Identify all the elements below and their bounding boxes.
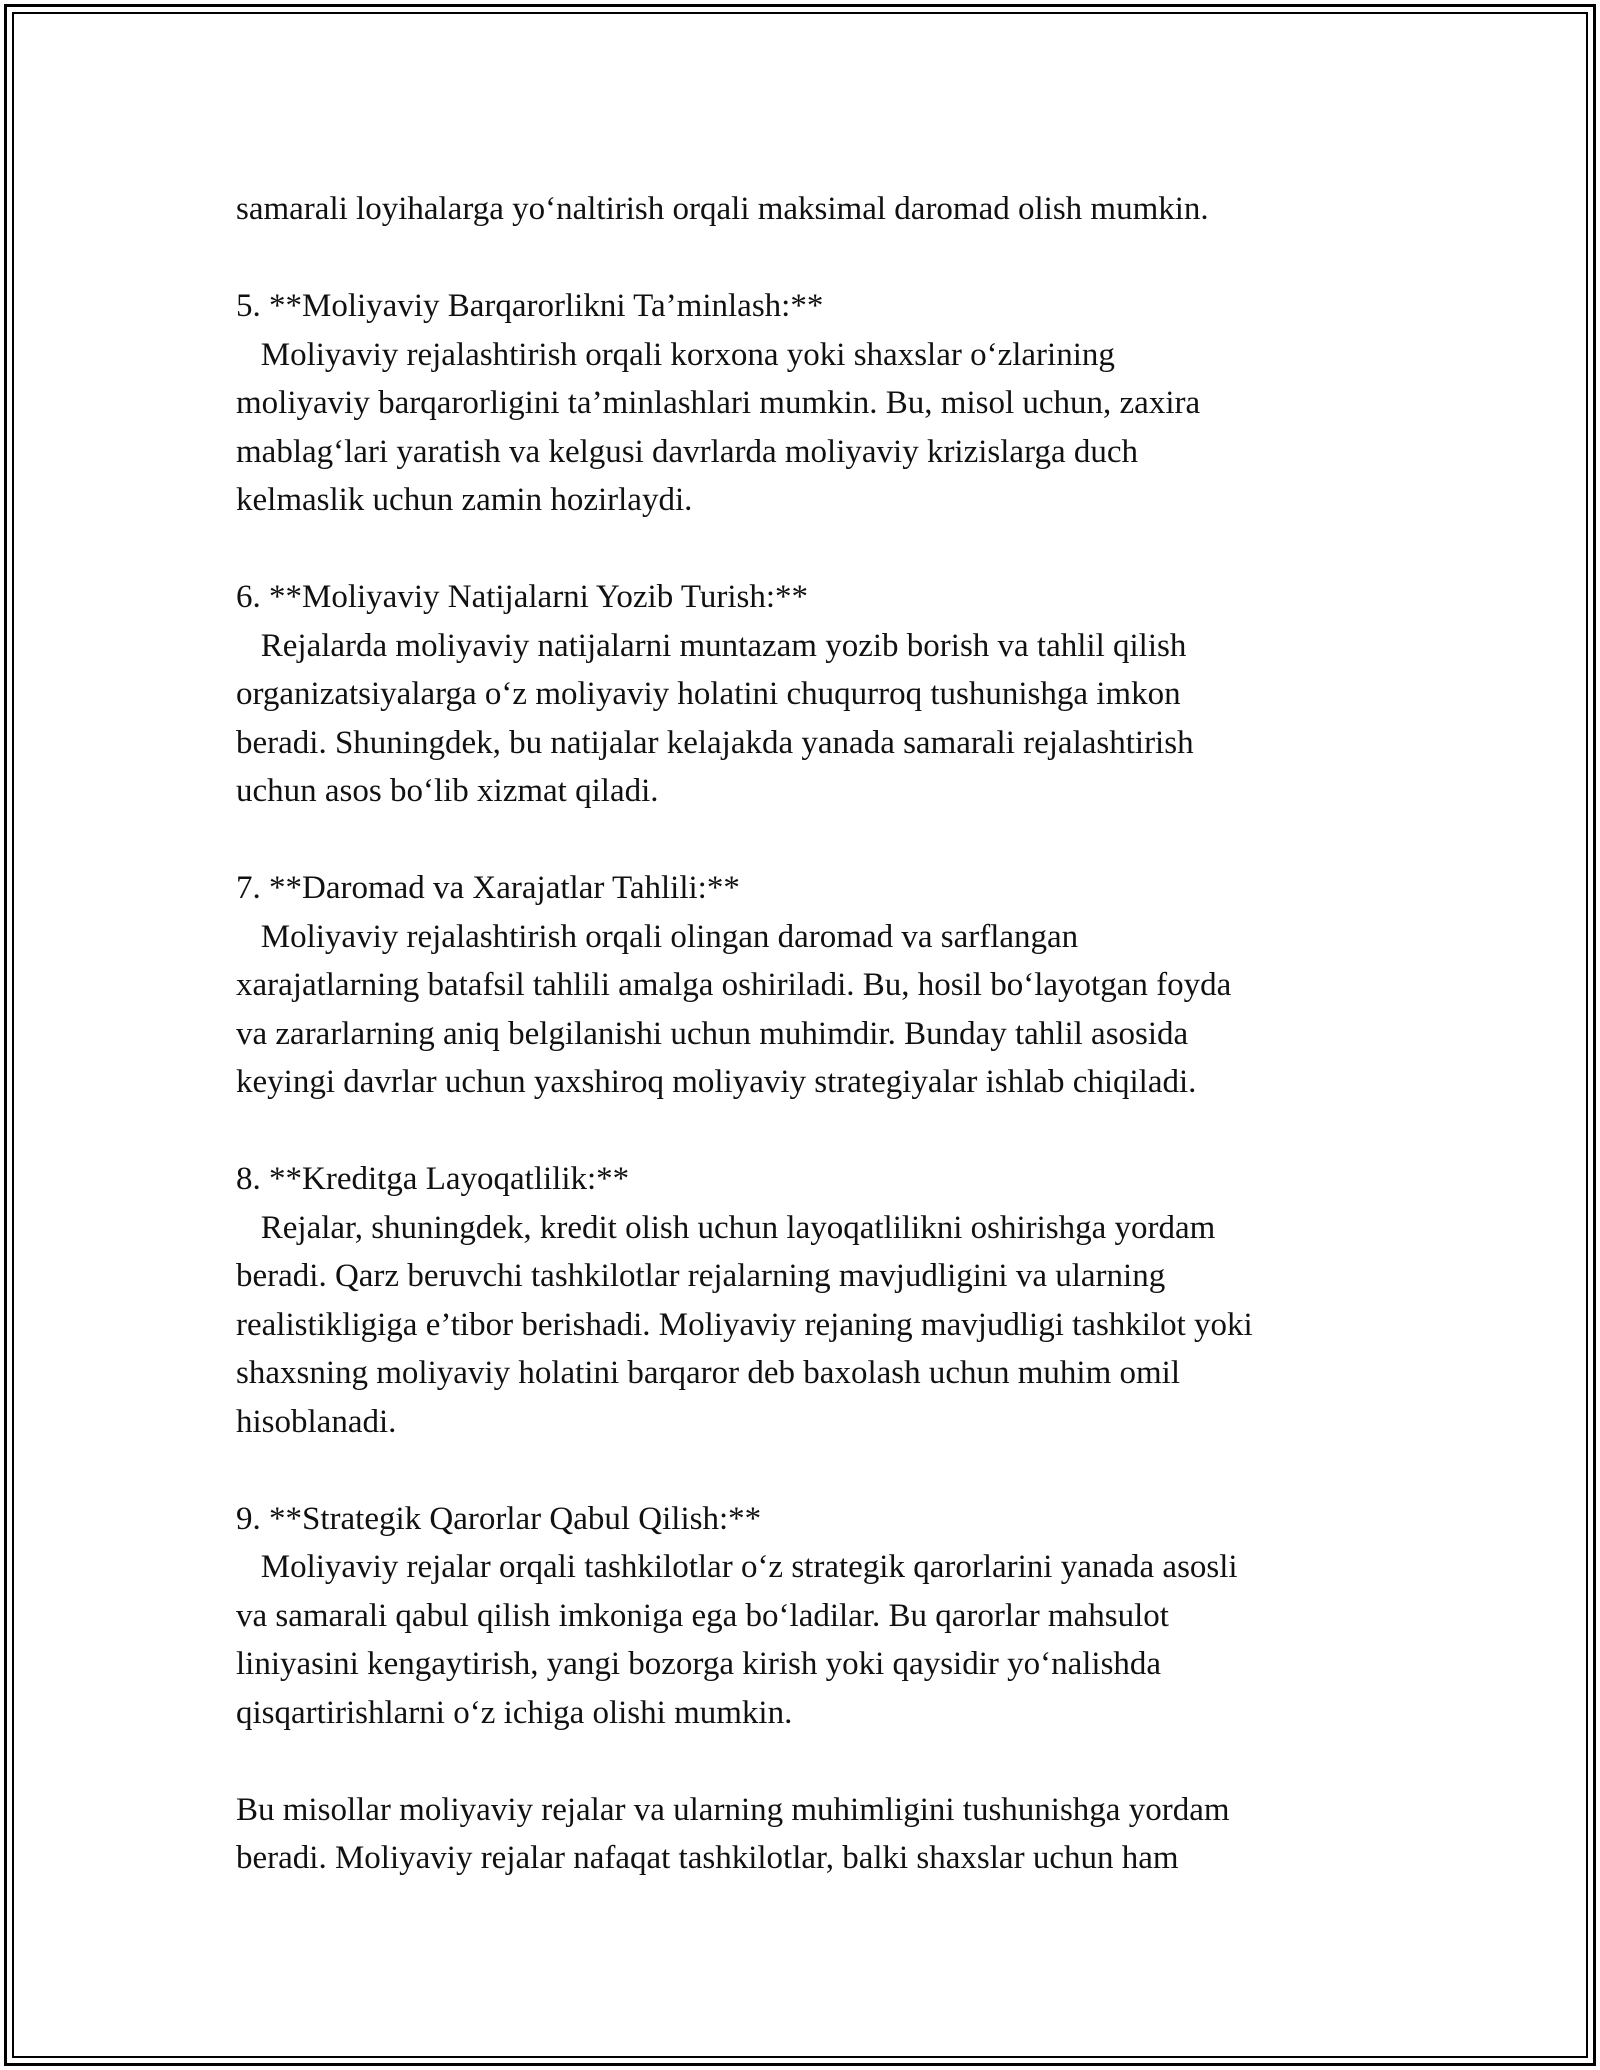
text-line: realistikligiga e’tibor berishadi. Moliyaviy rejaning mavjudligi tashkilot yoki [236,1306,1253,1343]
item-heading: 9. **Strategik Qarorlar Qabul Qilish:** [236,1500,762,1537]
paragraph-gap [236,1737,1406,1786]
text-line: va zararlarning aniq belgilanishi uchun muhimdir. Bunday tahlil asosida [236,1015,1189,1052]
text-line: liniyasini kengaytirish, yangi bozorga kirish yoki qaysidir yo‘nalishda [236,1646,1162,1682]
paragraph-gap [236,1107,1406,1156]
text-line: qisqartirishlarni o‘z ichiga olishi mumkin. [236,1694,793,1731]
paragraph [236,185,1406,234]
item-heading: 6. **Moliyaviy Natijalarni Yozib Turish:** [236,579,809,615]
text-line: moliyaviy barqarorligini ta’minlashlari mumkin. Bu, misol uchun, zaxira [236,385,1201,421]
text-line: organizatsiyalarga o‘z moliyaviy holatini chuqurroq tushunishga imkon [236,676,1181,712]
text-line: Moliyaviy rejalashtirish orqali olingan daromad va sarflangan [236,918,1079,955]
numbered-item [236,573,1406,816]
document-body [236,185,1406,1883]
text-line: Rejalar, shuningdek, kredit olish uchun layoqatlilikni oshirishga yordam [236,1209,1216,1246]
text-line: Bu misollar moliyaviy rejalar va ularning muhimligini tushunishga yordam [236,1791,1230,1828]
text-line: beradi. Qarz beruvchi tashkilotlar rejalarning mavjudligini va ularning [236,1258,1166,1294]
text-line: samarali loyihalarga yo‘naltirish orqali maksimal daromad olish mumkin. [236,191,1209,227]
text-line: beradi. Moliyaviy rejalar nafaqat tashkilotlar, balki shaxslar uchun ham [236,1840,1179,1876]
text-line: mablag‘lari yaratish va kelgusi davrlarda moliyaviy krizislarga duch [236,433,1139,470]
item-heading: 7. **Daromad va Xarajatlar Tahlili:** [236,870,740,906]
text-line: shaxsning moliyaviy holatini barqaror deb baxolash uchun muhim omil [236,1355,1181,1391]
paragraph-gap [236,1446,1406,1495]
text-line: Rejalarda moliyaviy natijalarni muntazam yozib borish va tahlil qilish [236,627,1187,664]
item-heading: 5. **Moliyaviy Barqarorlikni Ta’minlash:** [236,288,824,324]
text-line: hisoblanadi. [236,1403,397,1440]
item-heading: 8. **Kreditga Layoqatlilik:** [236,1161,630,1197]
numbered-item [236,864,1406,1107]
numbered-item [236,1155,1406,1446]
paragraph-gap [236,234,1406,283]
text-line: kelmaslik uchun zamin hozirlaydi. [236,482,693,518]
text-line: Moliyaviy rejalashtirish orqali korxona yoki shaxslar o‘zlarining [236,336,1115,373]
text-line: keyingi davrlar uchun yaxshiroq moliyaviy strategiyalar ishlab chiqiladi. [236,1064,1197,1100]
text-line: va samarali qabul qilish imkoniga ega bo‘ladilar. Bu qarorlar mahsulot [236,1597,1169,1634]
numbered-item [236,282,1406,525]
text-line: beradi. Shuningdek, bu natijalar kelajakda yanada samarali rejalashtirish [236,724,1194,761]
text-line: Moliyaviy rejalar orqali tashkilotlar o‘z strategik qarorlarini yanada asosli [236,1549,1238,1585]
numbered-item [236,1495,1406,1738]
text-line: xarajatlarning batafsil tahlili amalga oshiriladi. Bu, hosil bo‘layotgan foyda [236,967,1232,1003]
paragraph-gap [236,816,1406,865]
paragraph-gap [236,525,1406,574]
paragraph [236,1786,1406,1883]
text-line: uchun asos bo‘lib xizmat qiladi. [236,773,659,809]
